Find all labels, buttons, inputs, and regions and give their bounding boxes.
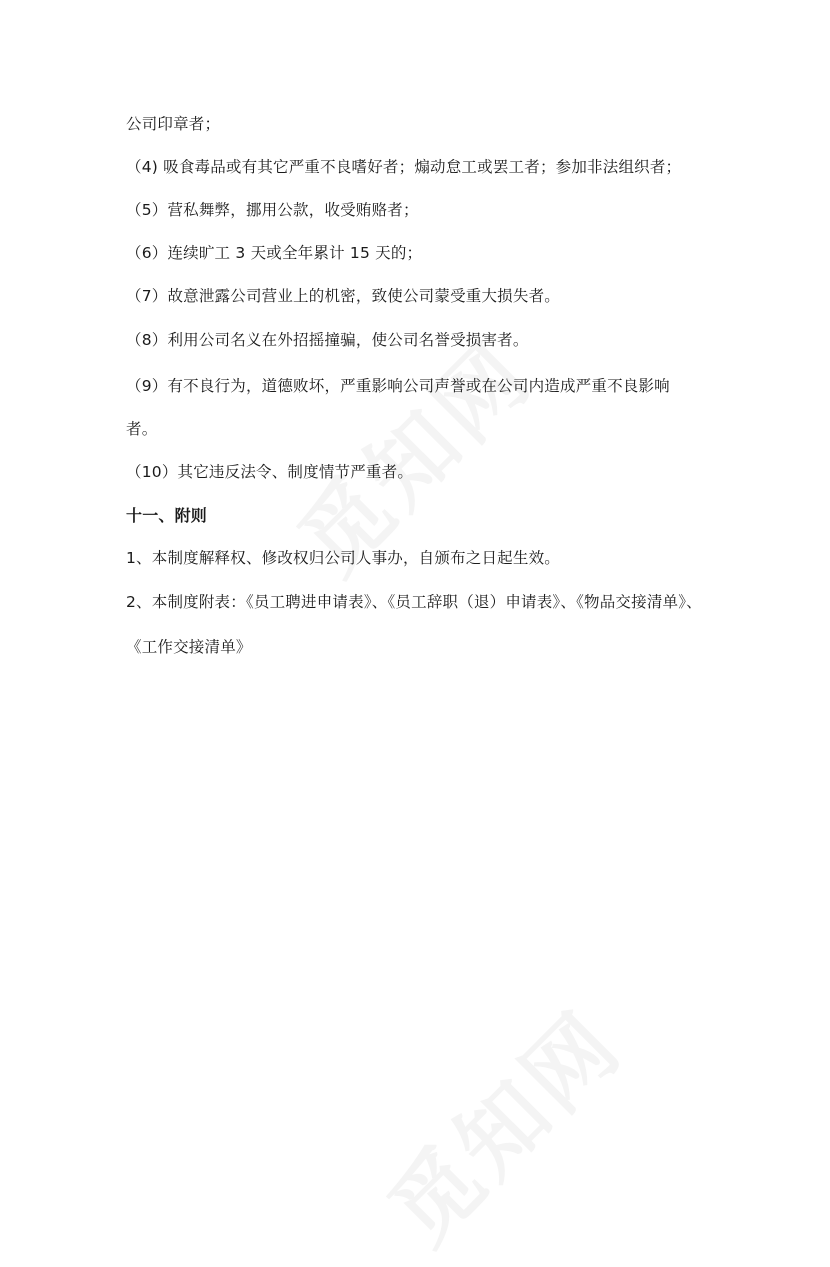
watermark [357,979,646,1267]
appendix-line: 《工作交接清单》 [126,638,252,656]
appendix-line: 2、本制度附表：《员工聘进申请表》、《员工辞职（退）申请表》、《物品交接清单》、 [126,593,702,611]
list-item: （10）其它违反法令、制度情节严重者。 [126,463,414,481]
list-item: （6）连续旷工 3 天或全年累计 15 天的； [126,244,423,262]
list-item: （9）有不良行为，道德败坏，严重影响公司声誉或在公司内造成严重不良影响 [126,377,670,395]
list-item: （8）利用公司名义在外招摇撞骗，使公司名誉受损害者。 [126,331,529,349]
list-item: （7）故意泄露公司营业上的机密，致使公司蒙受重大损失者。 [126,287,560,305]
appendix-line: 1、本制度解释权、修改权归公司人事办，自颁布之日起生效。 [126,549,560,567]
section-heading: 十一、附则 [126,506,208,525]
list-item: （5）营私舞弊，挪用公款，收受贿赂者； [126,201,419,219]
list-item: （4) 吸食毒品或有其它严重不良嗜好者；煽动怠工或罢工者；参加非法组织者； [126,158,682,176]
list-item-continuation: 者。 [126,420,158,438]
paragraph-line: 公司印章者； [126,115,221,133]
